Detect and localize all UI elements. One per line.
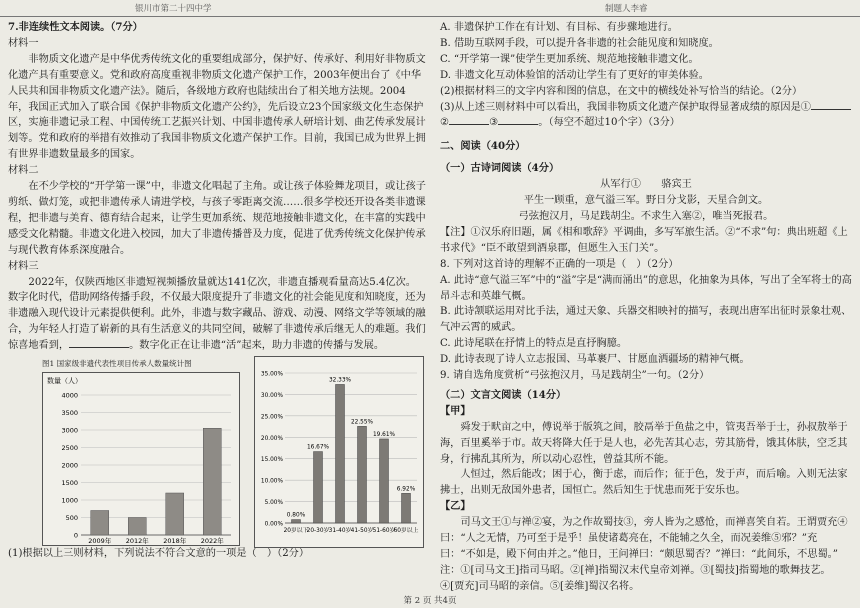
y-tick-label: 15.00% <box>260 457 283 464</box>
question-2: (2)根据材料三的文字内容和图的信息，在文中的横线处补写恰当的结论。（2分） <box>440 85 803 97</box>
section-2-title: 二、阅读（40分） <box>440 140 526 153</box>
x-tick-label: 2012年 <box>125 537 149 546</box>
question-3-text: (3)从上述三则材料中可以看出，我国非物质文化遗产保护取得显著成绩的原因是① <box>440 101 811 113</box>
bar <box>203 428 221 535</box>
material-1-label: 材料一 <box>8 37 39 49</box>
x-tick-label: 2009年 <box>88 537 112 546</box>
y-tick-label: 500 <box>65 514 78 523</box>
author-name: 制题人李睿 <box>605 4 648 14</box>
chart-1-svg <box>43 373 239 545</box>
q3-marker-3: ③ <box>489 117 499 129</box>
blank-3[interactable] <box>498 124 538 125</box>
data-label: 22.55% <box>350 419 374 426</box>
bar <box>91 511 109 536</box>
left-column <box>8 20 426 562</box>
passage-jia-label: 【甲】 <box>440 404 471 417</box>
x-tick-label: 2022年 <box>200 537 224 546</box>
bar <box>402 493 411 523</box>
bar <box>292 520 301 523</box>
poem-line-1: 平生一顾重，意气溢三军。野日分戈影，天星合剑文。 <box>523 195 769 207</box>
bar <box>380 439 389 523</box>
x-tick-label: 51-60岁 <box>372 528 396 535</box>
question-9: 9. 请自选角度赏析“弓弦抱汉月，马足践胡尘”一句。（2分） <box>440 370 710 382</box>
chart-2 <box>254 356 424 548</box>
y-tick-label: 2500 <box>61 444 78 453</box>
y-tick-label: 25.00% <box>260 414 283 421</box>
y-tick-label: 5.00% <box>264 500 283 507</box>
passage-yi-p1: 司马文王①与禅②宴，为之作故蜀技③，旁人皆为之感怆，而禅喜笑自若。王谓贾充④曰：“人之无情，乃可至于是乎！虽使诸葛亮在，不能辅之久全，而况姜维⑤邪？”充曰：“不如是，殿下何由并之。”他日，王问禅曰：“颇思蜀否？”禅曰：“此间乐，不思蜀。” <box>440 517 848 560</box>
question-1: (1)根据以上三则材料，下列说法不符合文意的一项是（ ）（2分） <box>8 548 310 560</box>
bar <box>128 518 146 536</box>
y-axis-label: 数量（人） <box>47 377 82 386</box>
charts-area <box>8 356 426 546</box>
q8-option-b: B. 此诗颔联运用对比手法，通过天象、兵器交相映衬的描写，表现出唐军出征时景象壮观、气冲云霄的威武。 <box>440 306 852 334</box>
data-label: 16.67% <box>306 444 330 451</box>
bar <box>314 452 323 523</box>
y-tick-label: 10.00% <box>260 478 283 485</box>
bar <box>336 384 345 523</box>
subsection-poetry: （一）古诗词阅读（4分） <box>440 162 560 175</box>
material-3-label: 材料三 <box>8 260 39 272</box>
y-tick-label: 4000 <box>61 391 78 400</box>
material-2-text: 在不少学校的“开学第一课”中，非遗文化唱起了主角。或让孩子体验舞龙项目，或让孩子剪纸、做灯笼，或把非遗传承人请进学校，与孩子零距离交流……很多学校还开设各类非遗课程，把非遗与美育、德育结合起来，让学生更加系统、规范地接触非遗文化，在丰富的实践中感受文化精髓。非遗文化进入校园，加大了非遗传播普及力度，促进了优秀传统文化保护传承与现代教育体系深度融合。 <box>8 181 426 256</box>
y-tick-label: 0 <box>73 531 78 540</box>
option-d: D. 非遗文化互动体验馆的活动让学生有了更好的审美体验。 <box>440 69 709 81</box>
passage-jia-p2: 人恒过，然后能改；困于心，衡于虑，而后作；征于色，发于声，而后喻。入则无法家拂士，出则无敌国外患者，国恒亡。然后知生于忧患而死于安乐也。 <box>440 469 848 497</box>
answer-blank[interactable] <box>69 347 129 348</box>
x-tick-label: 20岁以下 <box>283 528 309 535</box>
question-3 <box>440 100 852 132</box>
right-column <box>440 20 852 595</box>
option-b: B. 借助互联网手段，可以提升各非遗的社会能见度和知晓度。 <box>440 37 719 49</box>
q8-option-d: D. 此诗表现了诗人立志报国、马革裹尸、甘愿血洒疆场的精神气概。 <box>440 354 750 366</box>
q3-marker-2: ② <box>440 117 450 129</box>
bar <box>358 426 367 523</box>
material-3-text <box>8 275 426 355</box>
y-tick-label: 2000 <box>61 461 78 470</box>
blank-1[interactable] <box>811 109 851 110</box>
y-tick-label: 20.00% <box>260 435 283 442</box>
x-tick-label: 60岁以上 <box>393 528 419 535</box>
data-label: 6.92% <box>396 486 416 493</box>
bar <box>166 493 184 535</box>
subsection-classical: （二）文言文阅读（14分） <box>440 388 567 401</box>
q8-option-c: C. 此诗尾联在抒情上的特点是直抒胸臆。 <box>440 338 628 350</box>
material-3-text-end: 。数字化正在让非遗“活”起来，助力非遗的传播与发展。 <box>129 340 385 352</box>
q8-option-a: A. 此诗“意气溢三军”中的“溢”字是“满而涌出”的意思，化抽象为具体，写出了全军将士的高昂斗志和英雄气概。 <box>440 274 852 302</box>
page-footer: 第 2 页 共4页 <box>403 596 457 606</box>
chart-1 <box>42 372 240 546</box>
poem-title: 从军行① 骆宾王 <box>600 179 692 191</box>
y-tick-label: 30.00% <box>260 392 283 399</box>
q3-tail: 。（每空不超过10个字）（3分） <box>538 117 680 129</box>
material-2-label: 材料二 <box>8 165 39 177</box>
data-label: 32.33% <box>328 377 352 384</box>
x-tick-label: 2018年 <box>163 537 187 546</box>
x-tick-label: 31-40岁 <box>328 528 352 535</box>
page-header <box>0 0 860 17</box>
x-tick-label: 20-30岁 <box>306 528 330 535</box>
passage-yi-label: 【乙】 <box>440 500 471 513</box>
option-c: C. “开学第一课”使学生更加系统、规范地接触非遗文化。 <box>440 53 699 65</box>
option-a: A. 非遗保护工作在有计划、有目标、有步骤地进行。 <box>440 22 678 33</box>
y-tick-label: 1500 <box>61 479 78 488</box>
chart-1-title: 图1 国家级非遗代表性项目传承人数量统计图 <box>42 359 192 369</box>
y-tick-label: 3500 <box>61 409 78 418</box>
question-8: 8. 下列对这首诗的理解不正确的一项是（ ）（2分） <box>440 258 679 270</box>
passage-yi-note: 注：①[司马文王]指司马昭。②[禅]指蜀汉末代皇帝刘禅。③[蜀技]指蜀地的歌舞技艺。④[贾充]司马昭的亲信。⑤[姜维]蜀汉名将。 <box>440 564 831 592</box>
q7-title: 7.非连续性文本阅读。（7分） <box>8 21 143 33</box>
blank-2[interactable] <box>449 124 489 125</box>
data-label: 0.80% <box>286 512 306 519</box>
material-1-text: 非物质文化遗产是中华优秀传统文化的重要组成部分，保护好、传承好、利用好非物质文化遗产具有重要意义。党和政府高度重视非物质文化遗产保护工作，2003年便出台了《中华人民共和国非物质文化遗产法》。随后，各级地方政府也陆续出台了相关地方法规。2004年，我国正式加入了联合国《保护非物质文化遗产公约》，先后设立23个国家级文化生态保护区，实施非遗记录工程、中国传统工艺振兴计划、中国非遗传承人研培计划、曲艺传承发展计划等。党和政府的举措有效推动了我国非物质文化遗产保护工作。目前，我国已成为世界上拥有世界非遗数量最多的国家。 <box>8 53 426 161</box>
poem-note: 【注】①汉乐府旧题，属《相和歌辞》平调曲，多写军旅生活。②“不求”句：典出班超《上书求代》“臣不敢望到酒泉郡，但愿生入玉门关”。 <box>440 226 848 254</box>
chart-2-svg <box>255 357 423 547</box>
material-3-text-start: 2022年，仅陕西地区非遗短视频播放量就达141亿次，非遗直播观看量高达5.4亿次。数字化时代，借助网络传播手段，不仅最大限度提升了非遗文化的社会能见度和知晓度，还为非遗融入现代设计元素提供便利。此外，非遗与数字藏品、游戏、动漫、网络文学等领域的融合，为年轻人打造了崭新的具有生活意义的共同空间，破解了非遗传承后继无人的难题。我们惊喜地看到， <box>8 276 426 352</box>
data-label: 19.61% <box>372 431 396 438</box>
y-tick-label: 3000 <box>61 426 78 435</box>
x-tick-label: 41-50岁 <box>350 528 374 535</box>
y-tick-label: 1000 <box>61 496 78 505</box>
y-tick-label: 35.00% <box>260 371 283 378</box>
school-name: 银川市第二十四中学 <box>135 4 212 14</box>
y-tick-label: 0.00% <box>264 521 283 528</box>
passage-jia-p1: 舜发于畎亩之中，傅说举于版筑之间，胶鬲举于鱼盐之中，管夷吾举于士，孙叔敖举于海，百里奚举于市。故天将降大任于是人也，必先苦其心志，劳其筋骨，饿其体肤，空乏其身，行拂乱其所为，所以动心忍性，曾益其所不能。 <box>440 421 848 465</box>
poem-line-2: 弓弦抱汉月，马足践胡尘。不求生入塞②，唯当死报君。 <box>518 210 774 222</box>
